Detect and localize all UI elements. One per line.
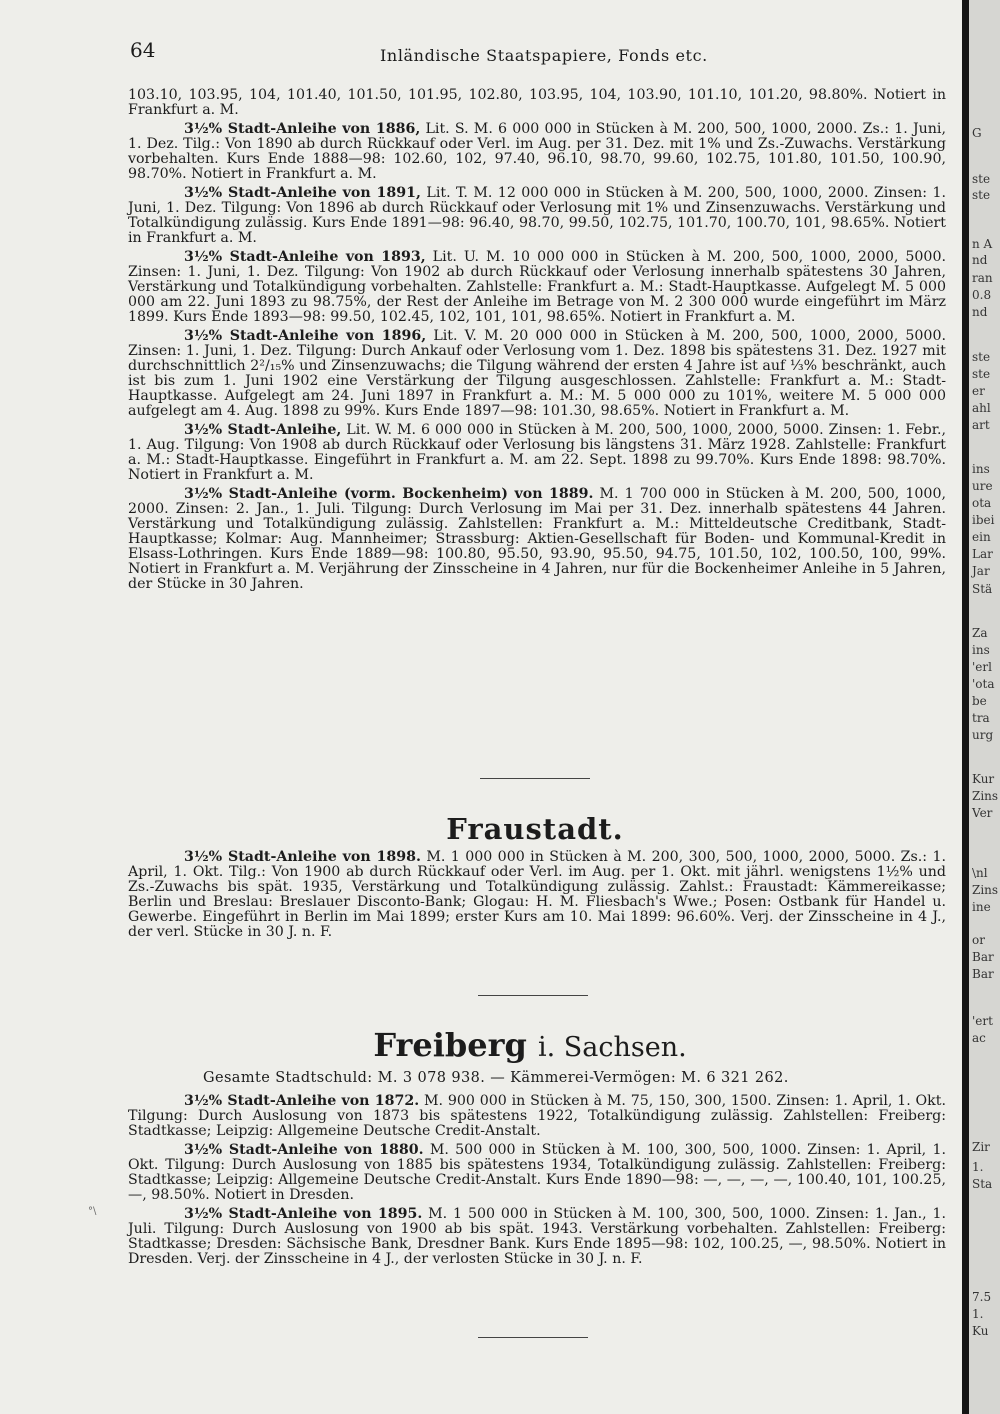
loan-title: 3½% Stadt-Anleihe, [184, 422, 342, 438]
loan-title: 3½% Stadt-Anleihe (vorm. Bockenheim) von 1889. [184, 486, 594, 502]
loan-entry [128, 1143, 946, 1203]
print-speck: °\ [88, 1206, 97, 1217]
loan-entry [128, 122, 946, 182]
fragment: 'ert [972, 1014, 993, 1028]
section-heading-freiberg [0, 1026, 1000, 1064]
loan-entry [128, 186, 946, 246]
fragment: ine [972, 900, 991, 914]
fraustadt-section [128, 850, 946, 944]
fragment: ahl [972, 401, 991, 415]
loan-title: 3½% Stadt-Anleihe von 1896, [184, 328, 427, 344]
loan-body: M. 1 500 000 in Stücken à M. 100, 300, 500, 1000. Zinsen: 1. Jan., 1. Juli. Tilgung: Durch Auslosung von 1900 ab bis spät. 1943. Verstärkung vorbehalten. Zahlstellen: Freiberg: Stadtkasse; Dresden: Sächsische Bank, Dresdner Bank. Kurs Ende 1895—98: 102, 100.25, —, 98.50%. Notiert in Dresden. Verj. der Zinsscheine in 4 J., der verlosten Stücke in 30 J. n. F. [128, 1206, 946, 1267]
heading-main: Freiberg [373, 1026, 527, 1064]
fragment: ste [972, 367, 991, 381]
fragment: Ku [972, 1324, 989, 1338]
fragment: 'ota [972, 677, 995, 691]
page-number: 64 [130, 38, 156, 62]
loan-entry [128, 250, 946, 325]
loan-body: M. 500 000 in Stücken à M. 100, 300, 500, 1000. Zinsen: 1. April, 1. Okt. Tilgung: Durch Auslosung von 1885 bis spätestens 1934, Totalkündigung zulässig. Zahlstellen: Freiberg: Stadtkasse; Leipzig: Allgemeine Deutsche Credit-Anstalt. Kurs Ende 1890—98: —, —, —, —, 100.40, 101, 100.25, —, 98.50%. Notiert in Dresden. [128, 1142, 946, 1203]
book-gutter [962, 0, 969, 1414]
running-title: Inländische Staatspapiere, Fonds etc. [380, 46, 708, 65]
fragment: Ver [972, 806, 993, 820]
fragment: tra [972, 711, 990, 725]
fragment: art [972, 418, 990, 432]
loan-title: 3½% Stadt-Anleihe von 1880. [184, 1142, 424, 1158]
loan-entry [128, 329, 946, 419]
fragment: ste [972, 188, 991, 202]
loan-entry [128, 1094, 946, 1139]
fragment: ein [972, 530, 991, 544]
loan-entry [128, 850, 946, 940]
loan-title: 3½% Stadt-Anleihe von 1886, [184, 121, 421, 137]
fragment: Bar [972, 950, 994, 964]
loan-body: M. 1 700 000 in Stücken à M. 200, 500, 1000, 2000. Zinsen: 2. Jan., 1. Juli. Tilgung: Durch Verlosung im Mai per 31. Dez. innerhalb spätestens 44 Jahren. Verstärkung und Totalkündigung zulässig. Zahlstellen: Frankfurt a. M.: Mitteldeutsche Creditbank, Stadt-Hauptkasse; Kolmar: Aug. Mannheimer; Strassburg: Aktien-Gesellschaft für Boden- und Kommunal-Kredit in Elsass-Lothringen. Kurs Ende 1889—98: 100.80, 95.50, 93.90, 95.50, 94.75, 101.50, 102, 100.50, 100, 99%. Notiert in Frankfurt a. M. Verjährung der Zinsscheine in 4 Jahren, nur für die Bockenheimer Anleihe in 5 Jahren, der Stücke in 30 Jahren. [128, 486, 946, 592]
loan-body: M. 900 000 in Stücken à M. 75, 150, 300, 1500. Zinsen: 1. April, 1. Okt. Tilgung: Durch Auslosung von 1873 bis spätestens 1922, Totalkündigung zulässig. Zahlstellen: Freiberg: Stadtkasse; Leipzig: Allgemeine Deutsche Credit-Anstalt. [128, 1093, 946, 1139]
fragment: ins [972, 643, 990, 657]
section-divider [480, 778, 590, 779]
fragment: ste [972, 172, 991, 186]
frankfurt-section [128, 88, 946, 596]
fragment: 1. [972, 1160, 984, 1174]
fragment: er [972, 384, 985, 398]
fragment: Bar [972, 967, 994, 981]
fragment: Kur [972, 772, 995, 786]
fragment: nd [972, 305, 988, 319]
fragment: Za [972, 626, 988, 640]
loan-body: M. 1 000 000 in Stücken à M. 200, 300, 500, 1000, 2000, 5000. Zs.: 1. April, 1. Okt. Tilg.: Von 1900 ab durch Rückkauf oder Verl. im Aug. per 1. Okt. mit jährl. wenigstens 1½% und Zs.-Zuwachs bis spät. 1935, Verstärkung und Totalkündigung zulässig. Zahlst.: Fraustadt: Kämmereikasse; Berlin und Breslau: Breslauer Disconto-Bank; Glogau: H. M. Fliesbach's Wwe.; Posen: Ostbank für Handel u. Gewerbe. Eingeführt in Berlin im Mai 1899; erster Kurs am 10. Mai 1899: 96.60%. Verj. der Zinsscheine in 4 J., der verl. Stücke in 30 J. n. F. [128, 849, 946, 940]
fragment: ota [972, 496, 992, 510]
fragment: Zins [972, 883, 999, 897]
continued-paragraph: 103.10, 103.95, 104, 101.40, 101.50, 101.95, 102.80, 103.95, 104, 103.90, 101.10, 101.20, 98.80%. Notiert in Frankfurt a. M. [128, 87, 946, 118]
fragment: Lar [972, 547, 993, 561]
loan-entry [128, 423, 946, 483]
fragment: Zir [972, 1140, 990, 1154]
loan-title: 3½% Stadt-Anleihe von 1893, [184, 249, 426, 265]
fragment: ins [972, 462, 990, 476]
loan-body: Lit. U. M. 10 000 000 in Stücken à M. 200, 500, 1000, 2000, 5000. Zinsen: 1. Juni, 1. Dez. Tilgung: Von 1902 ab durch Rückkauf oder Verlosung innerhalb spätestens 30 Jahren, Verstärkung und Totalkündigung vorbehalten. Zahlstelle: Frankfurt a. M.: Stadt-Hauptkasse. Aufgelegt M. 5 000 000 am 22. Juni 1893 zu 98.75%, der Rest der Anleihe im Betrage von M. 2 300 000 wurde eingeführt im März 1899. Kurs Ende 1893—98: 99.50, 102.45, 102, 101, 101, 98.65%. Notiert in Frankfurt a. M. [128, 249, 946, 325]
fragment: 0.8 [972, 288, 992, 302]
fragment: 1. [972, 1307, 984, 1321]
section-divider [478, 1337, 588, 1338]
fragment: ac [972, 1031, 986, 1045]
fragment: nd [972, 253, 988, 267]
heading-sub: i. Sachsen. [537, 1032, 687, 1063]
loan-entry [128, 1207, 946, 1267]
adjacent-page-edge [969, 0, 1000, 1414]
loan-entry [128, 487, 946, 592]
loan-title: 3½% Stadt-Anleihe von 1895. [184, 1206, 423, 1222]
section-divider [478, 995, 588, 996]
fragment: Sta [972, 1177, 993, 1191]
debt-summary: Gesamte Stadtschuld: M. 3 078 938. — Kämmerei-Vermögen: M. 6 321 262. [203, 1070, 789, 1086]
freiberg-section [128, 1094, 946, 1271]
loan-body: Lit. V. M. 20 000 000 in Stücken à M. 200, 500, 1000, 2000, 5000. Zinsen: 1. Juni, 1. Dez. Tilgung: Durch Ankauf oder Verlosung vom 1. Dez. 1898 bis spätestens 31. Dez. 1927 mit durchschnittlich 2²/₁₅% und Zinsenzuwachs; die Tilgung während der ersten 4 Jahre ist auf ⅓% beschränkt, auch ist bis zum 1. Juni 1902 eine Verstärkung der Tilgung ausgeschlossen. Zahlstelle: Frankfurt a. M.: Stadt-Hauptkasse. Aufgelegt am 24. Juni 1897 in Frankfurt a. M.: M. 5 000 000 zu 101%, weitere M. 5 000 000 aufgelegt am 4. Aug. 1898 zu 99%. Kurs Ende 1897—98: 101.30, 98.65%. Notiert in Frankfurt a. M. [128, 328, 946, 419]
fragment: ibei [972, 513, 995, 527]
fragment: ran [972, 271, 993, 285]
loan-body: Lit. W. M. 6 000 000 in Stücken à M. 200, 500, 1000, 2000, 5000. Zinsen: 1. Febr., 1. Aug. Tilgung: Von 1908 ab durch Rückkauf oder Verlosung bis längstens 31. März 1928. Zahlstelle: Frankfurt a. M.: Stadt-Hauptkasse. Eingeführt in Frankfurt a. M. am 22. Sept. 1898 zu 99.70%. Kurs Ende 1898: 98.70%. Notiert in Frankfurt a. M. [128, 422, 946, 483]
fragment: be [972, 694, 987, 708]
fragment: or [972, 933, 985, 947]
fragment: ste [972, 350, 991, 364]
fragment: urg [972, 728, 994, 742]
fragment: 7.5 [972, 1290, 992, 1304]
loan-title: 3½% Stadt-Anleihe von 1891, [184, 185, 421, 201]
fragment: G [972, 126, 982, 140]
loan-title: 3½% Stadt-Anleihe von 1898. [184, 849, 421, 865]
loan-title: 3½% Stadt-Anleihe von 1872. [184, 1093, 420, 1109]
section-heading-fraustadt: Fraustadt. [446, 812, 624, 846]
fragment: \nl [972, 866, 988, 880]
fragment: Zins [972, 789, 999, 803]
loan-body: Lit. T. M. 12 000 000 in Stücken à M. 200, 500, 1000, 2000. Zinsen: 1. Juni, 1. Dez. Tilgung: Von 1896 ab durch Rückkauf oder Verlosung mit 1% und Zinsenzuwachs. Verstärkung und Totalkündigung zulässig. Kurs Ende 1891—98: 96.40, 98.70, 99.50, 102.75, 101.70, 100.70, 101, 98.65%. Notiert in Frankfurt a. M. [128, 185, 946, 246]
fragment: Jar [972, 564, 990, 578]
loan-body: Lit. S. M. 6 000 000 in Stücken à M. 200, 500, 1000, 2000. Zs.: 1. Juni, 1. Dez. Tilg.: Von 1890 ab durch Rückkauf oder Verl. im Aug. per 31. Dez. mit 1% und Zs.-Zuwachs. Verstärkung vorbehalten. Kurs Ende 1888—98: 102.60, 102, 97.40, 96.10, 98.70, 99.60, 102.75, 101.80, 101.50, 100.90, 98.70%. Notiert in Frankfurt a. M. [128, 121, 946, 182]
fragment: ure [972, 479, 993, 493]
fragment: n A [972, 237, 993, 251]
fragment: Stä [972, 582, 993, 596]
fragment: 'erl [972, 660, 992, 674]
